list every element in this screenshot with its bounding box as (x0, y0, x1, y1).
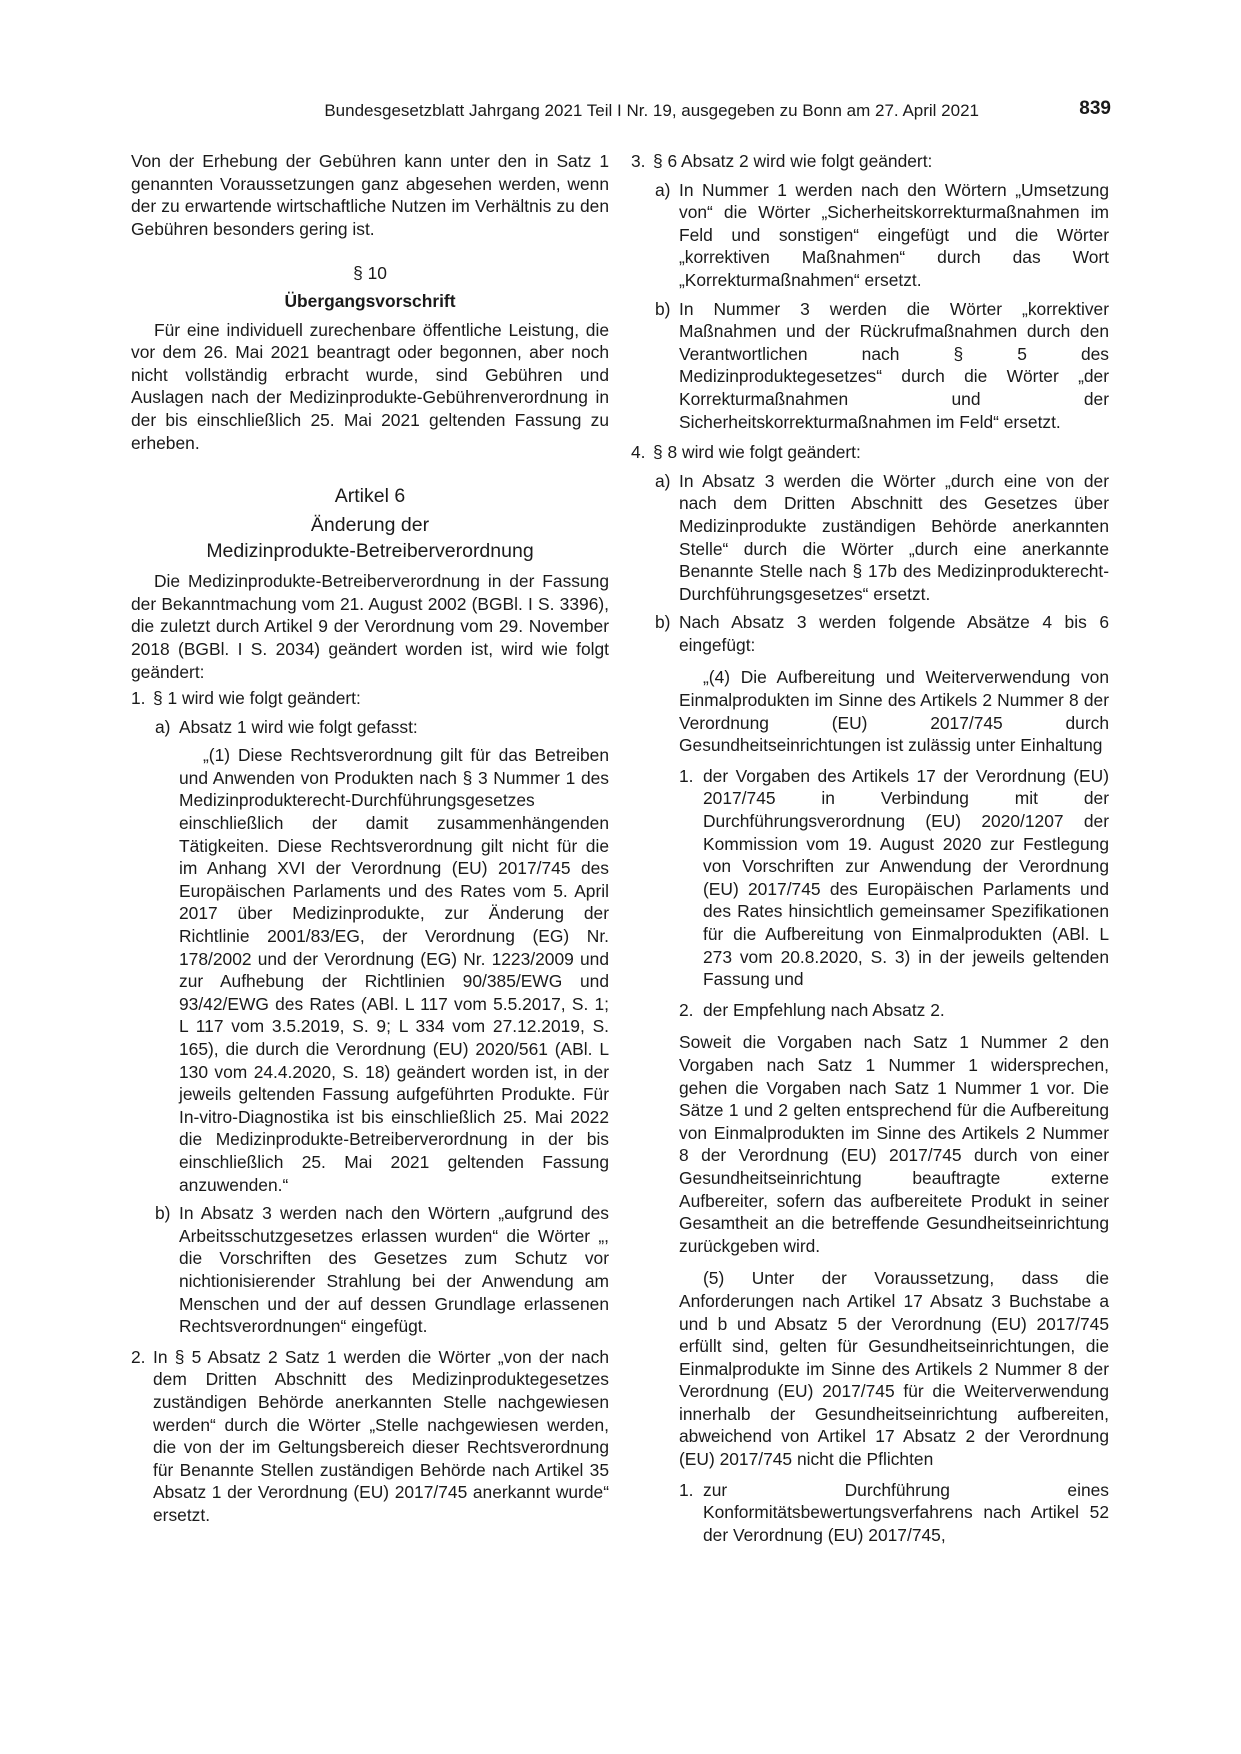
item-text: zur Durchführung eines Konformitätsbewertungsverfahrens nach Artikel 52 der Verordnung (EU) 2017/745, (703, 1479, 1109, 1545)
sub-item-2 (679, 999, 1109, 1022)
quoted-paragraph-4: „(4) Die Aufbereitung und Weiterverwendung von Einmalprodukten im Sinne des Artikels 2 Nummer 8 der Verordnung (EU) 2017/745 durch Gesundheitseinrichtungen ist zulässig unter Einhaltung (679, 667, 1109, 756)
intro-paragraph: Von der Erhebung der Gebühren kann unter den in Satz 1 genannten Voraussetzungen ganz abgesehen werden, wenn der zu erwartende wirtschaftliche Nutzen im Verhältnis zu den Gebühren besonders gering ist. (131, 151, 609, 239)
paragraph-5: (5) Unter der Voraussetzung, dass die Anforderungen nach Artikel 17 Absatz 3 Buchstabe a und b und Absatz 5 der Verordnung (EU) 2017/745 erfüllt sind, gelten für Gesundheitseinrichtungen, die Einmalprodukte im Sinne des Artikels 2 Nummer 8 der Verordnung (EU) 2017/745 für die Weiterverwendung innerhalb der Gesundheitseinrichtung aufbereiten, abweichend von Artikel 17 Absatz 2 der Verordnung (EU) 2017/745 nicht die Pflichten (679, 1268, 1109, 1470)
article-title-line-2: Medizinprodukte-Betreiberverordnung (206, 540, 534, 563)
list-item-4 (631, 441, 1109, 1546)
item-number: 4. (631, 442, 646, 463)
list-item-1b (155, 1202, 609, 1338)
sub-item-5-1 (679, 1479, 1109, 1547)
item-number: 2. (131, 1346, 146, 1367)
soweit-paragraph: Soweit die Vorgaben nach Satz 1 Nummer 2 den Vorgaben nach Satz 1 Nummer 1 widersprechen, gehen die Vorgaben nach Satz 1 Nummer 1 vor. Die Sätze 1 und 2 gelten entsprechend für die Aufbereitung von Einmalprodukten im Sinne des Artikels 2 Nummer 8 der Verordnung (EU) 2017/745 durch von einer Gesundheitseinrichtung beauftragte externe Aufbereiter, sofern das aufbereitete Produkt in seiner Gesamtheit an die betreffende Gesundheitseinrichtung zurückgeben wird. (679, 1032, 1109, 1256)
quoted-paragraph: „(1) Diese Rechtsverordnung gilt für das Betreiben und Anwenden von Produkten nach § 3 Nummer 1 des Medizinprodukterecht-Durchführungsgesetzes einschließlich der damit zusammenhängenden Tätigkeiten. Diese Rechtsverordnung gilt nicht für die im Anhang XVI der Verordnung (EU) 2017/745 des Europäischen Parlaments und des Rates vom 5. April 2017 über Medizinprodukte, zur Änderung der Richtlinie 2001/83/EG, der Verordnung (EG) Nr. 178/2002 und der Verordnung (EG) Nr. 1223/2009 und zur Aufhebung der Richtlinien 90/385/EWG und 93/42/EWG des Rates (ABl. L 117 vom 5.5.2017, S. 1; L 117 vom 3.5.2019, S. 9; L 334 vom 27.12.2019, S. 165), die durch die Verordnung (EU) 2020/561 (ABl. L 130 vom 24.4.2020, S. 18) geändert worden ist, in der jeweils geltenden Fassung aufgeführten Produkte. Für In-vitro-Diagnostika ist bis einschließlich 25. Mai 2022 die Medizinprodukte-Betreiberverordnung in der bis einschließlich 25. Mai 2021 geltenden Fassung anzuwenden.“ (179, 745, 609, 1195)
item-number: 1. (131, 688, 146, 709)
item-text: der Vorgaben des Artikels 17 der Verordnung (EU) 2017/745 in Verbindung mit der Durchführungsverordnung (EU) 2020/1207 der Kommission vom 19. August 2020 zur Festlegung von Vorschriften zur Anwendung der Verordnung (EU) 2017/745 des Europäischen Parlaments und des Rates hinsichtlich gemeinsamer Spezifikationen für die Aufbereitung von Einmalprodukten (ABl. L 273 vom 20.8.2020, S. 3) in der jeweils geltenden Fassung und (703, 765, 1109, 990)
item-number: 1. (679, 1479, 694, 1500)
item-number: 3. (631, 151, 646, 171)
running-header: Bundesgesetzblatt Jahrgang 2021 Teil I Nr. 19, ausgegeben zu Bonn am 27. April 2021 (324, 101, 979, 120)
item-text: Absatz 1 wird wie folgt gefasst: (179, 716, 418, 737)
item-letter: b) (655, 298, 671, 319)
page-header (0, 100, 1241, 124)
left-column (131, 150, 609, 1526)
item-text: § 8 wird wie folgt geändert: (653, 442, 861, 463)
item-letter: b) (155, 1203, 171, 1224)
item-letter: a) (655, 470, 671, 491)
item-text: In Absatz 3 werden nach den Wörtern „aufgrund des Arbeitsschutzgesetzes erlassen wurden“ die Wörter „, die Vorschriften des Gesetzes zum Schutz vor nichtionisierender Strahlung bei der Anwendung am Menschen und der auf dessen Grundlage erlassenen Rechtsverordnungen“ eingefügt. (179, 1203, 609, 1337)
list-item-4b (655, 611, 1109, 1546)
page-number: 839 (1079, 98, 1111, 119)
item-text: der Empfehlung nach Absatz 2. (703, 999, 945, 1020)
item-text: In Nummer 1 werden nach den Wörtern „Umsetzung von“ die Wörter „Sicherheitskorrekturmaßnahmen im Feld und sonstigen“ eingefügt und die Wörter „korrektiven Maßnahmen“ durch das Wort „Korrekturmaßnahmen“ ersetzt. (679, 179, 1109, 290)
list-item-1a (155, 716, 609, 1196)
item-number: 2. (679, 999, 694, 1020)
item-text: § 1 wird wie folgt geändert: (153, 688, 361, 709)
item-text: In Absatz 3 werden die Wörter „durch eine von der nach dem Dritten Abschnitt des Gesetzes über Medizinprodukte zuständigen Behörde anerkannten Stelle“ durch die Wörter „durch eine anerkannte Benannte Stelle nach § 17b des Medizinprodukterecht-Durchführungsgesetzes“ ersetzt. (679, 470, 1109, 604)
section-symbol: § 10 (353, 263, 387, 284)
article-intro: Die Medizinprodukte-Betreiberverordnung in der Fassung der Bekanntmachung vom 21. August 2002 (BGBl. I S. 3396), die zuletzt durch Artikel 9 der Verordnung vom 29. November 2018 (BGBl. I S. 2034) geändert worden ist, wird wie folgt geändert: (131, 571, 609, 682)
list-item-3b (655, 298, 1109, 434)
item-number: 1. (679, 765, 694, 786)
item-text: § 6 Absatz 2 wird wie folgt geändert: (653, 151, 933, 171)
list-item-3 (631, 150, 1109, 433)
list-item-1 (131, 687, 609, 1338)
section-text: Für eine individuell zurechenbare öffentliche Leistung, die vor dem 26. Mai 2021 beantragt oder begonnen, aber noch nicht vollständig erbracht wurde, sind Gebühren und Auslagen nach der Medizinprodukte-Gebührenverordnung in der bis einschließlich 25. Mai 2021 geltenden Fassung zu erheben. (131, 319, 609, 453)
item-text: In § 5 Absatz 2 Satz 1 werden die Wörter „von der nach dem Dritten Abschnitt des Medizinproduktegesetzes zuständigen Behörde anerkannten Stelle nachgewiesen werden“ durch die Wörter „Stelle nachgewiesen werden, die von der im Geltungsbereich dieser Rechtsverordnung für Benannte Stellen zuständigen Behörde nach Artikel 35 Absatz 1 der Verordnung (EU) 2017/745 anerkannt wurde“ ersetzt. (153, 1346, 609, 1525)
item-letter: a) (155, 716, 171, 737)
right-column (631, 150, 1109, 1546)
item-letter: a) (655, 179, 671, 200)
item-letter: b) (655, 612, 671, 633)
list-item-4a (655, 470, 1109, 606)
list-item-2 (131, 1346, 609, 1527)
sub-item-1 (679, 765, 1109, 991)
item-text: Nach Absatz 3 werden folgende Absätze 4 bis 6 eingefügt: (679, 612, 1109, 655)
item-text: In Nummer 3 werden die Wörter „korrektiver Maßnahmen und der Rückrufmaßnahmen durch den Verantwortlichen nach § 5 des Medizinproduktegesetzes“ durch die Wörter „der Korrekturmaßnahmen und der Sicherheitskorrekturmaßnahmen im Feld“ ersetzt. (679, 298, 1109, 432)
section-title: Übergangsvorschrift (284, 290, 456, 311)
list-item-3a (655, 179, 1109, 292)
article-title-line-1: Änderung der (310, 514, 430, 537)
article-number: Artikel 6 (334, 485, 406, 508)
